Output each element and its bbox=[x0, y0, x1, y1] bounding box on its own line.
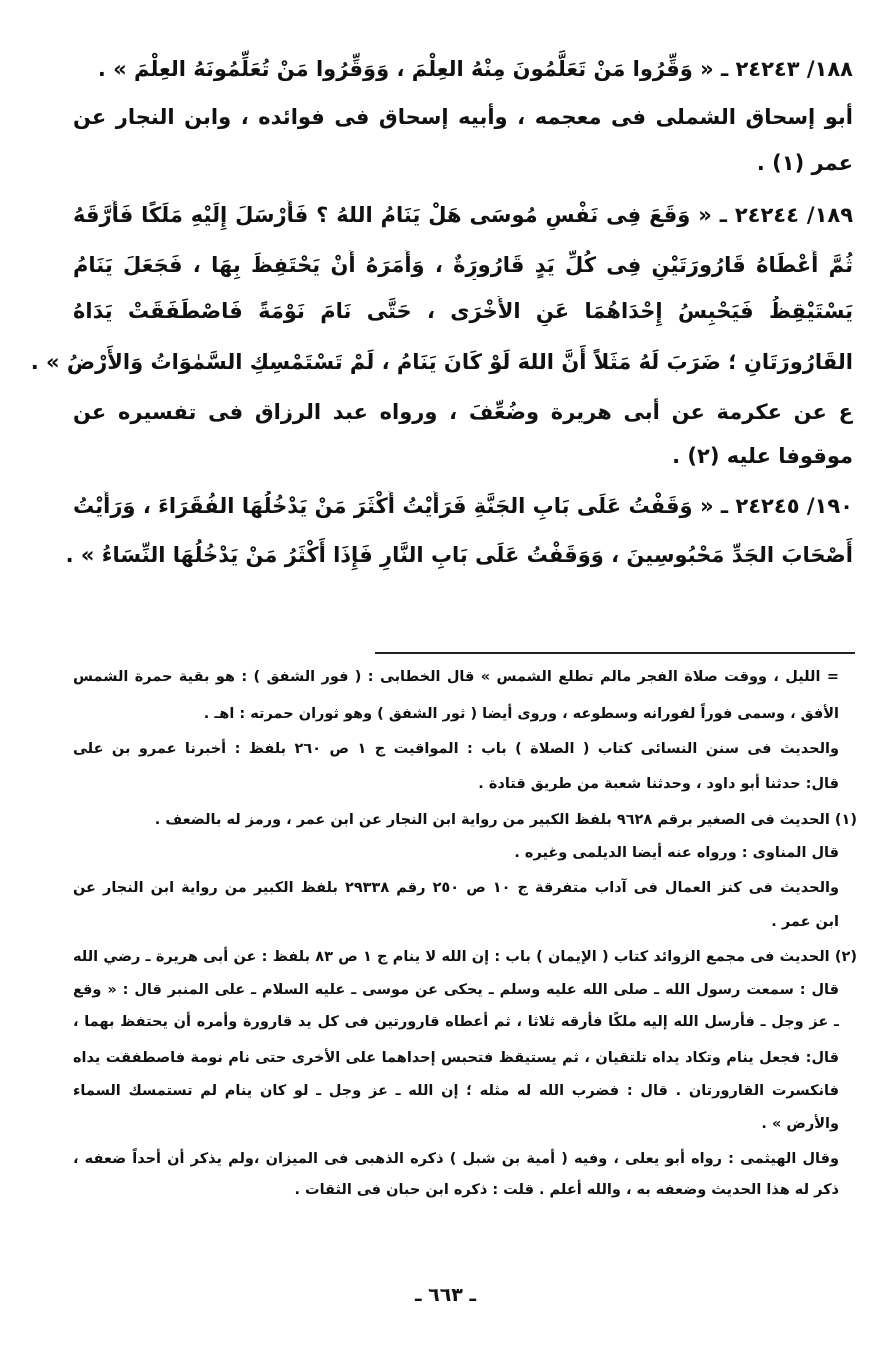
footnote-line: ـ عز وجل ـ فأرسل الله إليه ملكًا فأرقه ثلاثا ، ثم أعطاه قارورتين فى كل يد قارورة وأمره أن يحتفظ بهما ، bbox=[73, 1014, 839, 1030]
footnote-line: ذكر له هذا الحديث وضعفه به ، والله أعلم . قلت : ذكره ابن حبان فى الثقات . bbox=[294, 1182, 839, 1198]
hadith-189-line: يَسْتَيْقِظُ فَيَحْبِسُ إِحْدَاهُمَا عَنِ الأُخْرَى ، حَتَّى نَامَ نَوْمَةً فَاصْطَفَقَتْ يَدَاهُ bbox=[73, 299, 853, 323]
footnote-line: = الليل ، ووقت صلاة الفجر مالم تطلع الشمس » قال الخطابى : ( فور الشفق ) : هو بقية حمرة الشمس bbox=[73, 669, 839, 685]
footnote-line: وقال الهيثمى : رواه أبو يعلى ، وفيه ( أمية بن شبل ) ذكره الذهبى فى الميزان ،ولم يذكر أن أحداً ضعفه ، bbox=[73, 1151, 839, 1167]
footnote-2: (٢) الحديث فى مجمع الزوائد كتاب ( الإيمان ) باب : إن الله لا ينام ج ١ ص ٨٣ بلفظ : عن أبى هريرة ـ رضي الله bbox=[73, 949, 857, 965]
hadith-189-line: القَارُورَتَانِ ؛ ضَرَبَ لَهُ مَثَلاً أَنَّ اللهَ لَوْ كَانَ يَنَامُ ، لَمْ تَسْتَمْسِكِ السَّمٰوَاتُ وَالأَرْضُ » . bbox=[30, 350, 853, 374]
footnote-line: الأفق ، وسمى فوراً لفورانه وسطوعه ، وروى أيضا ( ثور الشفق ) وهو ثوران حمرته : اهـ . bbox=[203, 706, 839, 722]
footnote-1: (١) الحديث فى الصغير برقم ٩٦٢٨ بلفظ الكبير من رواية ابن النجار عن ابن عمر ، ورمز له بالضعف . bbox=[154, 812, 857, 828]
footnote-line: قال: فجعل ينام وتكاد يداه تلتقيان ، ثم يستيقظ فتحبس إحداهما على الأخرى حتى نام نومة فاصطفقت يداه bbox=[73, 1050, 839, 1066]
hadith-189-source-line: ع عن عكرمة عن أبى هريرة وضُعِّفَ ، ورواه عبد الرزاق فى تفسيره عن bbox=[73, 400, 853, 424]
footnote-line: قال المناوى : ورواه عنه أيضا الديلمى وغيره . bbox=[514, 845, 839, 861]
footnote-line: والحديث فى كنز العمال فى آداب متفرقة ج ١٠ ص ٢٥٠ رقم ٢٩٣٣٨ بلفظ الكبير من رواية ابن النجار عن bbox=[73, 880, 839, 896]
footnote-line: فانكسرت القارورتان . قال : فضرب الله له مثله ؛ إن الله ـ عز وجل ـ لو كان ينام لم تستمسك السماء bbox=[73, 1083, 839, 1099]
page-number: ـ ٦٦٣ ـ bbox=[414, 1284, 476, 1306]
footnote-line: قال : سمعت رسول الله ـ صلى الله عليه وسلم ـ يحكى عن موسى ـ عليه السلام ـ على المنبر قال : « وقع bbox=[73, 982, 839, 998]
footnote-line: ابن عمر . bbox=[771, 914, 839, 930]
hadith-189-line: ثُمَّ أَعْطَاهُ قَارُورَتَيْنِ فِى كُلِّ يَدٍ قَارُورَةٌ ، وَأَمَرَهُ أَنْ يَحْتَفِظَ بِهَا ، فَجَعَلَ يَنَامُ bbox=[73, 253, 853, 277]
hadith-188-source-end: عمر (١) . bbox=[756, 151, 853, 175]
hadith-189-line: ١٨٩/ ٢٤٢٤٤ ـ « وَقَعَ فِى نَفْسِ مُوسَى هَلْ يَنَامُ اللهُ ؟ فَأَرْسَلَ إِلَيْهِ مَلَكًا فَأَرَّقَهُ bbox=[73, 203, 853, 227]
footnote-divider bbox=[375, 652, 855, 654]
hadith-190-line: أَصْحَابَ الجَدِّ مَحْبُوسِينَ ، وَوَقَفْتُ عَلَى بَابِ النَّارِ فَإِذَا أَكْثَرُ مَنْ يَدْخُلُهَا النِّسَاءُ » . bbox=[65, 543, 853, 567]
hadith-189-source-end: موقوفا عليه (٢) . bbox=[672, 444, 853, 468]
hadith-190-line: ١٩٠/ ٢٤٢٤٥ ـ « وَقَفْتُ عَلَى بَابِ الجَنَّةِ فَرَأَيْتُ أَكْثَرَ مَنْ يَدْخُلُهَا الفُقَرَاءَ ، وَرَأَيْتُ bbox=[73, 494, 853, 518]
hadith-188-source-line: أبو إسحاق الشملى فى معجمه ، وأبيه إسحاق فى فوائده ، وابن النجار عن bbox=[73, 105, 853, 129]
footnote-line: والحديث فى سنن النسائى كتاب ( الصلاة ) باب : المواقيت ج ١ ص ٢٦٠ بلفظ : أخبرنا عمرو بن على bbox=[73, 741, 839, 757]
hadith-188-line: ١٨٨/ ٢٤٢٤٣ ـ « وَقِّرُوا مَنْ تَعَلَّمُونَ مِنْهُ العِلْمَ ، وَوَقِّرُوا مَنْ تُعَلِّمُونَهُ العِلْمَ » . bbox=[97, 57, 853, 81]
footnote-line: قال: حدثنا أبو داود ، وحدثنا شعبة من طريق قتادة . bbox=[478, 776, 839, 792]
footnote-line: والأرض » . bbox=[761, 1116, 839, 1132]
